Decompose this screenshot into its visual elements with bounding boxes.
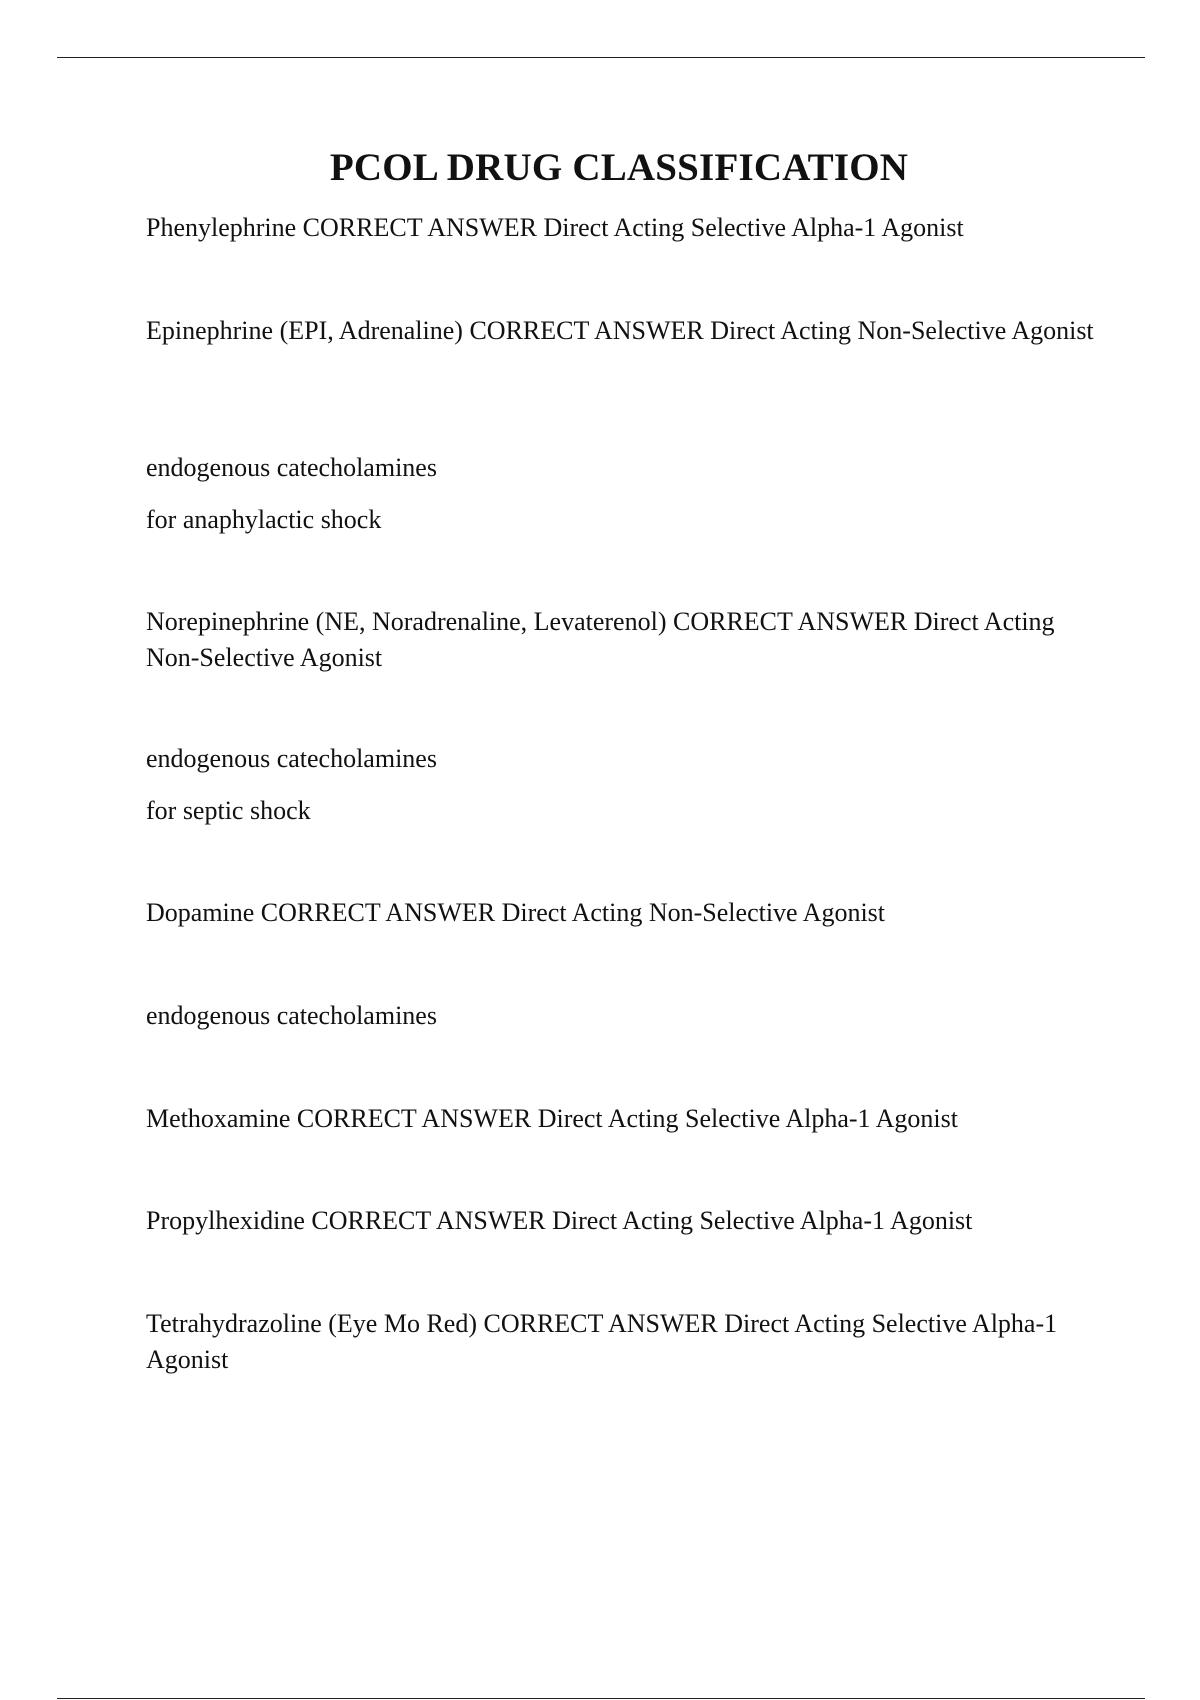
entry-dopamine: Dopamine CORRECT ANSWER Direct Acting Non-Selective Agonist [146, 898, 886, 927]
note-endogenous-catecholamines-2: endogenous catecholamines [146, 744, 437, 773]
page-title: PCOL DRUG CLASSIFICATION [329, 146, 909, 189]
entry-phenylephrine: Phenylephrine CORRECT ANSWER Direct Acting Selective Alpha-1 Agonist [146, 213, 964, 242]
entry-propylhexidine: Propylhexidine CORRECT ANSWER Direct Acting Selective Alpha-1 Agonist [146, 1206, 973, 1235]
entry-epinephrine: Epinephrine (EPI, Adrenaline) CORRECT ANSWER Direct Acting Non-Selective Agonist [146, 316, 1094, 345]
top-rule [57, 57, 1145, 58]
note-anaphylactic-shock: for anaphylactic shock [146, 505, 382, 534]
note-septic-shock: for septic shock [146, 796, 311, 825]
note-endogenous-catecholamines-1: endogenous catecholamines [146, 453, 437, 482]
bottom-rule [57, 1698, 1145, 1699]
note-endogenous-catecholamines-3: endogenous catecholamines [146, 1001, 437, 1030]
entry-tetrahydrazoline: Tetrahydrazoline (Eye Mo Red) CORRECT ANSWER Direct Acting Selective Alpha-1 Agonist [146, 1309, 1058, 1374]
entry-norepinephrine: Norepinephrine (NE, Noradrenaline, Levaterenol) CORRECT ANSWER Direct Acting Non-Selective Agonist [146, 607, 1055, 672]
entry-methoxamine: Methoxamine CORRECT ANSWER Direct Acting Selective Alpha-1 Agonist [146, 1104, 958, 1133]
